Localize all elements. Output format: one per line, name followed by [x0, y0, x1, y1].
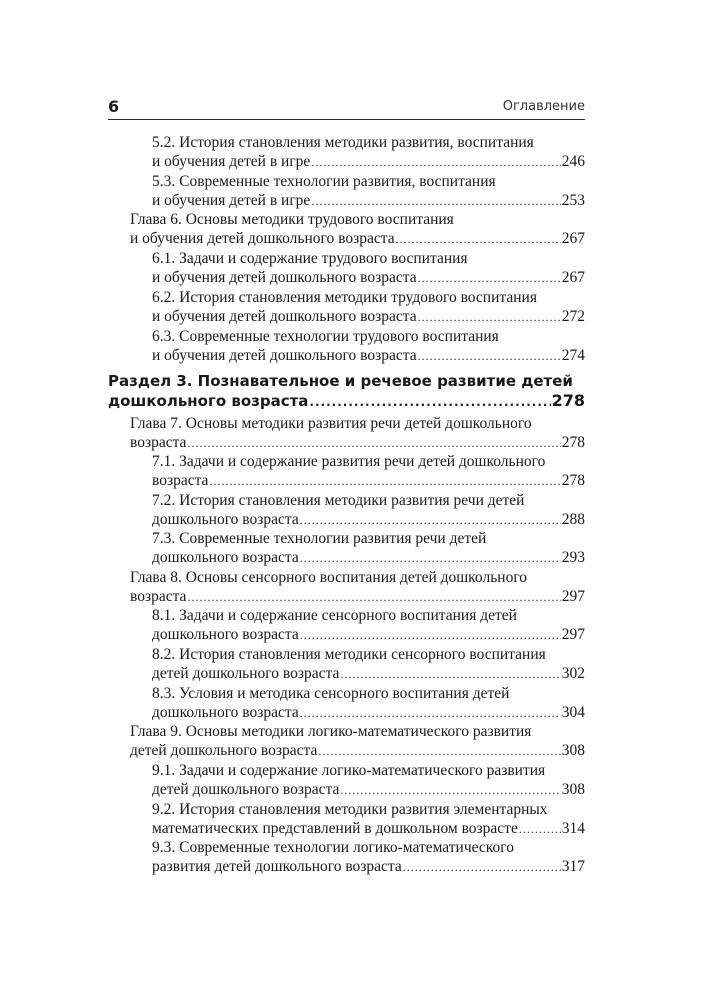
- toc-entry-title: 8.1. Задачи и содержание сенсорного воспитания детей: [152, 607, 517, 624]
- toc-entry-title-cont: дошкольного возраста: [152, 704, 299, 721]
- toc-entry-title-cont: возраста: [152, 472, 209, 489]
- toc-entry-chapter-7[interactable]: [130, 414, 585, 453]
- toc-page-number: 304: [561, 704, 585, 721]
- toc-entry-title: 5.3. Современные технологии развития, воспитания: [152, 173, 496, 190]
- toc-entry-title: 8.3. Условия и методика сенсорного воспитания детей: [152, 685, 510, 702]
- toc-entry-title: 8.2. История становления методики сенсорного воспитания: [152, 646, 546, 663]
- toc-entry-title: Глава 9. Основы методики логико-математического развития: [130, 723, 532, 740]
- toc-page-number: 267: [561, 269, 585, 286]
- toc-entry-title-cont: и обучения детей в игре: [152, 153, 311, 170]
- toc-entry-title: 7.3. Современные технологии развития речи детей: [152, 530, 487, 547]
- dot-leader: [209, 472, 560, 491]
- toc-entry-title-cont: детей дошкольного возраста: [152, 665, 340, 682]
- toc-entry-5-3[interactable]: [152, 172, 585, 211]
- toc-entry-title: 6.3. Современные технологии трудового воспитания: [152, 328, 499, 345]
- dot-leader: [340, 665, 560, 684]
- toc-part-title-cont: дошкольного возраста: [108, 392, 309, 410]
- toc-entry-chapter-8[interactable]: [130, 568, 585, 607]
- toc-entry-6-1[interactable]: [152, 249, 585, 288]
- toc-entry-title-cont: и обучения детей дошкольного возраста: [130, 230, 395, 247]
- dot-leader: [403, 858, 561, 877]
- toc-page-number: 314: [561, 820, 585, 837]
- toc-part-3[interactable]: [108, 372, 585, 412]
- toc-entry-title: Глава 6. Основы методики трудового воспитания: [130, 211, 454, 228]
- dot-leader: [187, 434, 560, 453]
- dot-leader: [418, 347, 561, 366]
- toc-entry-9-3[interactable]: [152, 838, 585, 877]
- toc-entry-title-cont: дошкольного возраста: [152, 549, 299, 566]
- toc-entry-title: 9.1. Задачи и содержание логико-математического развития: [152, 762, 546, 779]
- toc-entry-title: 6.1. Задачи и содержание трудового воспитания: [152, 250, 468, 267]
- toc-entry-title-cont: развития детей дошкольного возраста: [152, 858, 402, 875]
- dot-leader: [418, 269, 561, 288]
- toc-page-number: 278: [561, 434, 585, 451]
- toc-entry-title-cont: возраста: [130, 588, 187, 605]
- toc-page-number: 274: [561, 347, 585, 364]
- toc-entry-6-3[interactable]: [152, 327, 585, 366]
- toc-page-number: 317: [561, 858, 585, 875]
- running-head: [108, 97, 585, 120]
- dot-leader: [311, 153, 560, 172]
- dot-leader: [519, 820, 561, 839]
- toc-entry-title-cont: и обучения детей в игре: [152, 192, 311, 209]
- toc-entry-7-3[interactable]: [152, 529, 585, 568]
- toc-entry-7-2[interactable]: [152, 491, 585, 530]
- toc-entry-title: 7.1. Задачи и содержание развития речи детей дошкольного: [152, 453, 546, 470]
- page-number: 6: [108, 97, 120, 116]
- dot-leader: [311, 192, 560, 211]
- toc-entry-title-cont: и обучения детей дошкольного возраста: [152, 308, 417, 325]
- toc-entry-title-cont: детей дошкольного возраста: [152, 781, 340, 798]
- dot-leader: [300, 549, 561, 568]
- toc-entry-8-1[interactable]: [152, 606, 585, 645]
- toc-entry-title-cont: и обучения детей дошкольного возраста: [152, 347, 417, 364]
- toc-entry-title-cont: и обучения детей дошкольного возраста: [152, 269, 417, 286]
- toc-entry-5-2[interactable]: [152, 133, 585, 172]
- toc-entry-title-cont: математических представлений в дошкольном возрасте: [152, 820, 518, 837]
- toc-page-number: 297: [561, 588, 585, 605]
- toc-page-number: 246: [561, 153, 585, 170]
- toc-entry-title: 9.2. История становления методики развития элементарных: [152, 801, 548, 818]
- toc-entry-title: 9.3. Современные технологии логико-математического: [152, 839, 514, 856]
- dot-leader: [300, 626, 561, 645]
- toc-entry-title-cont: детей дошкольного возраста: [130, 742, 318, 759]
- toc-page-number: 297: [561, 626, 585, 643]
- dot-leader: [309, 393, 550, 412]
- dot-leader: [396, 230, 561, 249]
- toc-entry-title: 5.2. История становления методики развития, воспитания: [152, 134, 534, 151]
- toc-entry-9-1[interactable]: [152, 761, 585, 800]
- dot-leader: [418, 308, 561, 327]
- toc-page-number: 278: [561, 472, 585, 489]
- toc-page-number: 308: [561, 742, 585, 759]
- toc-entry-title: Глава 7. Основы методики развития речи детей дошкольного: [130, 415, 532, 432]
- toc-part-title: Раздел 3. Познавательное и речевое развитие детей: [108, 372, 573, 390]
- section-title: Оглавление: [502, 99, 585, 114]
- toc-page-number: 272: [561, 308, 585, 325]
- toc-entry-chapter-9[interactable]: [130, 722, 585, 761]
- dot-leader: [187, 588, 560, 607]
- toc-page-number: 267: [561, 230, 585, 247]
- toc-entry-9-2[interactable]: [152, 800, 585, 839]
- toc-page-number: 288: [561, 511, 585, 528]
- toc-entry-title: 6.2. История становления методики трудового воспитания: [152, 289, 537, 306]
- dot-leader: [300, 704, 561, 723]
- dot-leader: [318, 742, 560, 761]
- dot-leader: [300, 511, 561, 530]
- toc-entry-chapter-6[interactable]: [130, 210, 585, 249]
- toc-entry-8-3[interactable]: [152, 684, 585, 723]
- dot-leader: [340, 781, 560, 800]
- toc-page-number: 293: [561, 549, 585, 566]
- toc-page-number: 278: [551, 391, 585, 410]
- toc-page-number: 253: [561, 192, 585, 209]
- toc-page-number: 302: [561, 665, 585, 682]
- toc-entry-title-cont: дошкольного возраста: [152, 511, 299, 528]
- toc-entry-8-2[interactable]: [152, 645, 585, 684]
- toc-entry-title-cont: возраста: [130, 434, 187, 451]
- toc-entry-title: Глава 8. Основы сенсорного воспитания детей дошкольного: [130, 569, 528, 586]
- toc-entry-title-cont: дошкольного возраста: [152, 626, 299, 643]
- toc-entry-title: 7.2. История становления методики развития речи детей: [152, 492, 525, 509]
- toc-entry-7-1[interactable]: [152, 452, 585, 491]
- toc-page-number: 308: [561, 781, 585, 798]
- toc-entry-6-2[interactable]: [152, 288, 585, 327]
